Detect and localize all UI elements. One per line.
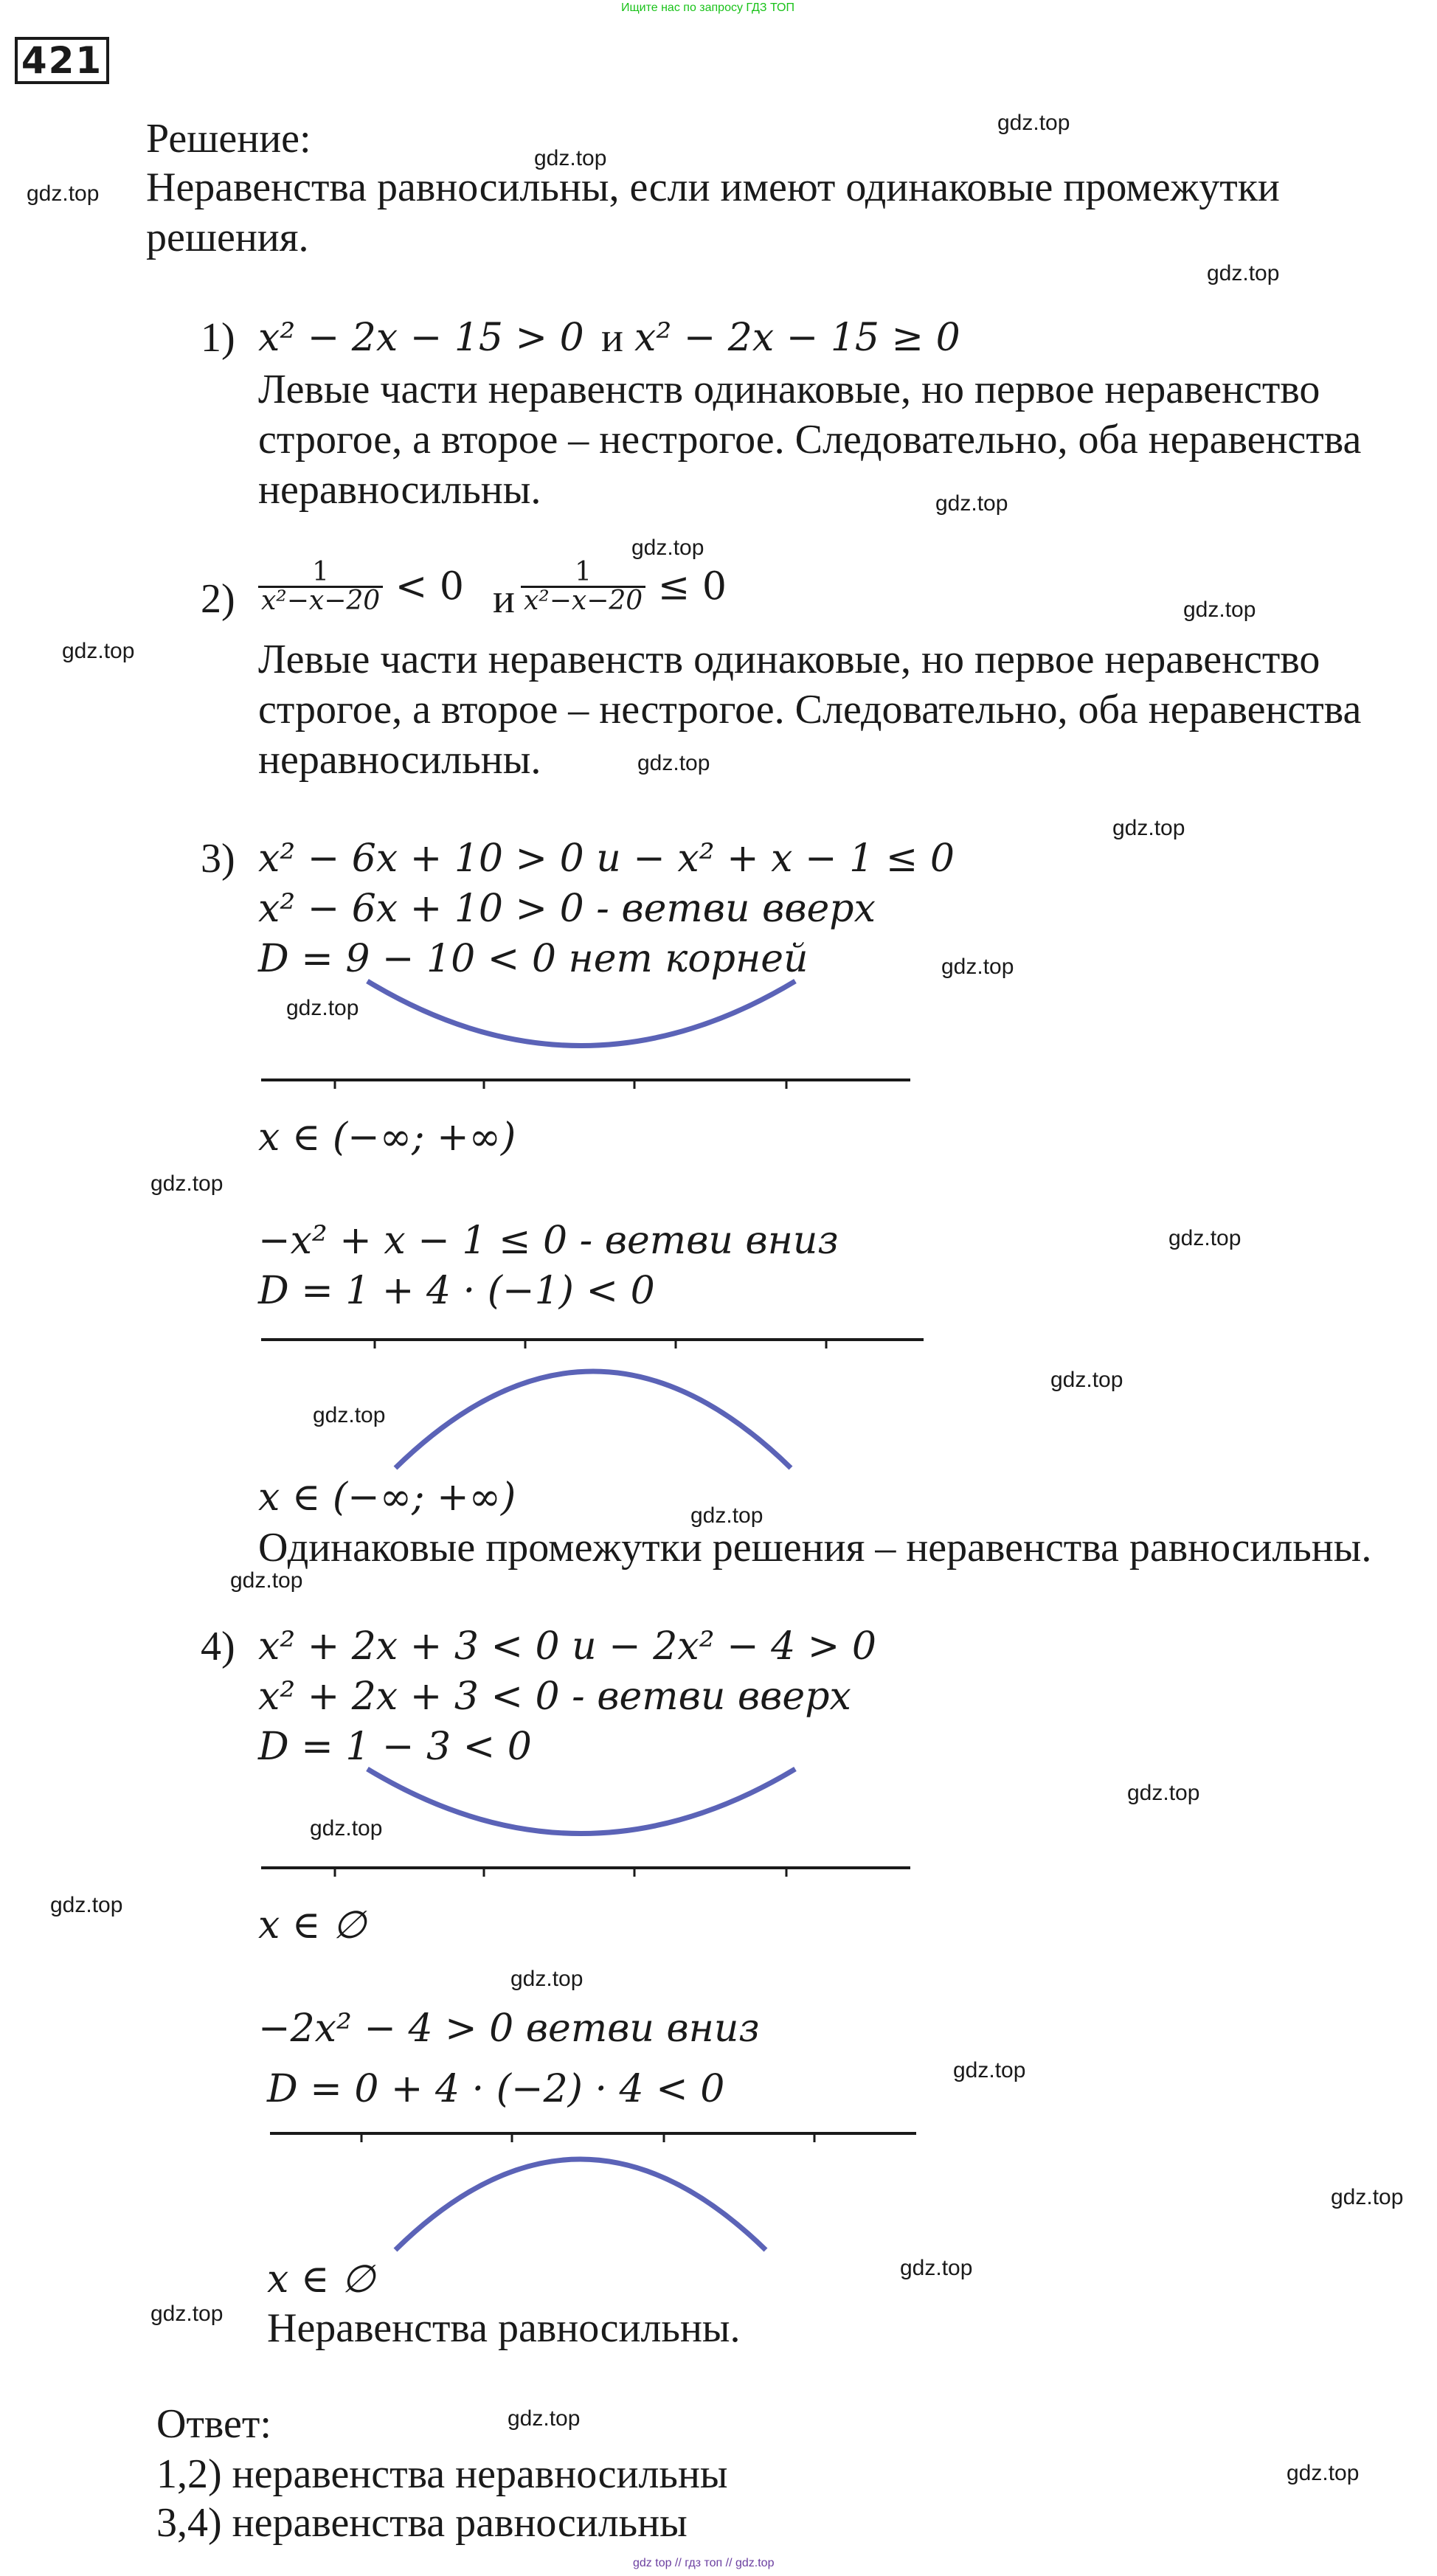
watermark: gdz.top bbox=[310, 1816, 383, 1841]
item2-number: 2) bbox=[201, 576, 235, 622]
item1-number: 1) bbox=[201, 315, 235, 361]
watermark: gdz.top bbox=[510, 1967, 584, 1991]
watermark: gdz.top bbox=[637, 751, 710, 775]
item3-line-b1: −x² + x − 1 ≤ 0 - ветви вниз bbox=[258, 1219, 839, 1263]
problem-number: 421 bbox=[15, 37, 109, 84]
item1-text-3: неравносильны. bbox=[258, 467, 541, 513]
item3-number: 3) bbox=[201, 836, 235, 882]
item3-line-a1: x² − 6x + 10 > 0 - ветви вверх bbox=[258, 887, 876, 931]
item1-formula-b: x² − 2x − 15 ≥ 0 bbox=[634, 316, 960, 360]
item4-graph-b bbox=[267, 2127, 931, 2253]
answer-line-1: 1,2) неравенства неравносильны bbox=[156, 2451, 728, 2497]
item2-text-2: строгое, а второе – нестрогое. Следовательно, оба неравенства bbox=[258, 687, 1362, 733]
watermark: gdz.top bbox=[1112, 816, 1185, 840]
watermark: gdz.top bbox=[1127, 1781, 1200, 1805]
intro-line-2: решения. bbox=[146, 215, 309, 260]
item2-formula-b bbox=[521, 559, 727, 614]
watermark: gdz.top bbox=[941, 955, 1014, 979]
item2-relation-a: < 0 bbox=[395, 564, 464, 609]
watermark: gdz.top bbox=[508, 2406, 581, 2431]
item1-formula-a: x² − 2x − 15 > 0 bbox=[258, 316, 584, 360]
watermark: gdz.top bbox=[150, 1171, 224, 1196]
item3-line-b2: D = 1 + 4 · (−1) < 0 bbox=[258, 1269, 655, 1313]
item3-conclusion: Одинаковые промежутки решения – неравенства равносильны. bbox=[258, 1525, 1372, 1571]
item2-text-3: неравносильны. bbox=[258, 737, 541, 783]
watermark: gdz.top bbox=[1207, 261, 1280, 285]
watermark: gdz.top bbox=[230, 1568, 303, 1593]
watermark: gdz.top bbox=[313, 1403, 386, 1427]
item2-text-1: Левые части неравенств одинаковые, но первое неравенство bbox=[258, 637, 1320, 682]
item4-line-a1: x² + 2x + 3 < 0 - ветви вверх bbox=[258, 1675, 851, 1719]
item2-relation-b: ≤ 0 bbox=[657, 564, 727, 609]
watermark: gdz.top bbox=[631, 536, 704, 560]
item3-line-a2: D = 9 − 10 < 0 нет корней bbox=[258, 937, 808, 981]
item4-result-a: x ∈ ∅ bbox=[258, 1903, 367, 1947]
top-note: Ищите нас по запросу ГДЗ ТОП bbox=[621, 1, 794, 14]
watermark: gdz.top bbox=[997, 111, 1070, 135]
item1-conjunction: и bbox=[601, 315, 623, 361]
watermark: gdz.top bbox=[62, 639, 135, 663]
intro-line-1: Неравенства равносильны, если имеют одинаковые промежутки bbox=[146, 165, 1280, 210]
watermark: gdz.top bbox=[150, 2302, 224, 2326]
item4-formula: x² + 2x + 3 < 0 и − 2x² − 4 > 0 bbox=[258, 1624, 876, 1669]
item4-line-a2: D = 1 − 3 < 0 bbox=[258, 1725, 532, 1769]
bottom-note: gdz top // гдз топ // gdz.top bbox=[633, 2557, 775, 2569]
item2-fraction-numerator-a: 1 bbox=[258, 559, 383, 588]
item4-line-b1: −2x² − 4 > 0 ветви вниз bbox=[258, 2007, 760, 2051]
solution-label: Решение: bbox=[146, 116, 311, 162]
watermark: gdz.top bbox=[1050, 1368, 1123, 1392]
watermark: gdz.top bbox=[534, 146, 607, 170]
item1-text-2: строгое, а второе – нестрогое. Следовательно, оба неравенства bbox=[258, 417, 1362, 463]
item2-fraction-denominator-b: x²−x−20 bbox=[524, 586, 643, 616]
answer-line-2: 3,4) неравенства равносильны bbox=[156, 2500, 688, 2546]
item3-parabola-up bbox=[367, 981, 795, 1046]
item4-line-b2: D = 0 + 4 · (−2) · 4 < 0 bbox=[267, 2067, 725, 2111]
item1-text-1: Левые части неравенств одинаковые, но первое неравенство bbox=[258, 367, 1320, 412]
watermark: gdz.top bbox=[50, 1893, 123, 1917]
watermark: gdz.top bbox=[1168, 1226, 1242, 1250]
item4-parabola-up bbox=[367, 1769, 795, 1834]
item4-parabola-down bbox=[395, 2159, 766, 2250]
watermark: gdz.top bbox=[1183, 598, 1256, 622]
answer-label: Ответ: bbox=[156, 2401, 271, 2447]
item2-fraction-numerator-b: 1 bbox=[521, 559, 645, 588]
watermark: gdz.top bbox=[935, 491, 1008, 516]
watermark: gdz.top bbox=[1287, 2461, 1360, 2485]
watermark: gdz.top bbox=[1331, 2185, 1404, 2209]
item4-result-b: x ∈ ∅ bbox=[267, 2257, 375, 2302]
item4-number: 4) bbox=[201, 1624, 235, 1669]
watermark: gdz.top bbox=[690, 1503, 763, 1528]
item2-conjunction: и bbox=[493, 576, 515, 622]
item3-result-a: x ∈ (−∞; +∞) bbox=[258, 1115, 516, 1160]
item3-parabola-down bbox=[395, 1371, 791, 1468]
item3-formula: x² − 6x + 10 > 0 и − x² + x − 1 ≤ 0 bbox=[258, 837, 955, 881]
watermark: gdz.top bbox=[953, 2058, 1026, 2082]
watermark: gdz.top bbox=[27, 181, 100, 206]
item2-formula-a bbox=[258, 559, 464, 614]
watermark: gdz.top bbox=[286, 996, 359, 1020]
watermark: gdz.top bbox=[900, 2256, 973, 2280]
item4-conclusion: Неравенства равносильны. bbox=[267, 2305, 741, 2351]
item2-fraction-denominator-a: x²−x−20 bbox=[261, 586, 381, 616]
item3-result-b: x ∈ (−∞; +∞) bbox=[258, 1475, 516, 1520]
